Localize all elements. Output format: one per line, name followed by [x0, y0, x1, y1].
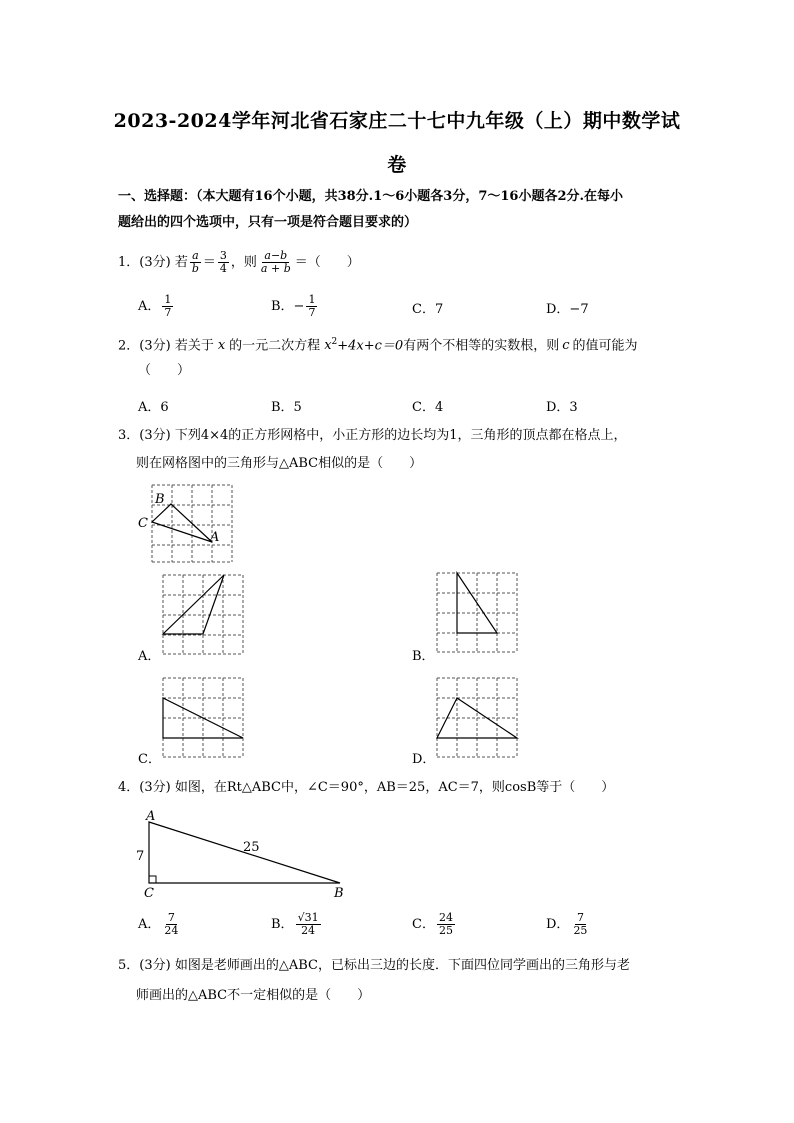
q3-reference-figure [136, 480, 236, 566]
q3-option-b-label: B． [412, 649, 435, 664]
q2-option-c: C．4 [412, 400, 444, 415]
question-3-line1: 3．(3分) 下列4×4的正方形网格中，小正方形的边长均为1，三角形的顶点都在格点上， [118, 428, 627, 443]
question-2: 2．(3分) 若关于 x 的一元二次方程 $x^2+4x+c=0$有两个不相等的实数根，则 c 的值可能为 [118, 337, 638, 354]
q3-option-a-triangle [163, 575, 224, 634]
q3-option-b-figure [434, 570, 520, 656]
q3-label-a: A [210, 530, 220, 545]
q4-option-a: A． $\frac{7}{24}$ [138, 911, 179, 937]
q1-tail: ＝（ ） [294, 255, 360, 270]
question-5-line1: 5．(3分) 如图是老师画出的△ABC，已标出三边的长度．下面四位同学画出的三角形与老 [118, 958, 630, 973]
q3-label-b: B [155, 492, 165, 507]
q1-mid: ，则 [230, 255, 257, 270]
q3-option-c-label: C． [138, 752, 161, 767]
page-title: 2023-2024学年河北省石家庄二十七中九年级（上）期中数学试 [113, 110, 681, 132]
q3-option-c-figure [160, 675, 246, 761]
page-title-cont: 卷 [387, 154, 407, 176]
q1-fraction-3-4: $\frac{3}{4}$ [219, 249, 227, 275]
q1-fraction-expr: $\frac{a-b}{a + b}$ [260, 249, 291, 275]
q4-label-c: C [144, 886, 154, 901]
question-1 [118, 250, 360, 275]
q3-option-a-figure [160, 572, 246, 658]
q4-right-angle-mark [149, 876, 156, 883]
q3-label-c: C [138, 516, 148, 531]
q2-option-b: B．5 [271, 400, 302, 415]
q4-figure [130, 805, 360, 901]
q2-option-a: A．6 [138, 400, 169, 415]
q2-option-d: D．3 [546, 400, 578, 415]
q1-fraction-a-b: $\frac{a}{b}$ [191, 249, 199, 275]
q1-option-d: D．−7 [546, 302, 589, 317]
q4-label-a: A [146, 809, 156, 824]
q4-option-b: B． $\frac{√31}{24}$ [271, 911, 319, 937]
section-header-line2: 题给出的四个选项中，只有一项是符合题目要求的） [118, 215, 418, 230]
question-3-line2: 则在网格图中的三角形与△ABC相似的是（ ） [136, 456, 423, 471]
q3-ref-triangle [152, 504, 212, 542]
q2-blank: （ ） [138, 363, 191, 378]
q1-equals: ＝ [202, 255, 216, 270]
q4-label-b: B [334, 886, 344, 901]
question-5-line2: 师画出的△ABC不一定相似的是（ ） [136, 988, 371, 1003]
q1-option-b: B．− $\frac{1}{7}$ [271, 293, 316, 319]
q1-pre: 若 [174, 255, 188, 270]
q1-option-c: C．7 [412, 302, 444, 317]
q3-option-a-label: A． [138, 649, 161, 664]
q4-option-c: C． $\frac{24}{25}$ [412, 911, 453, 937]
q1-option-a: A． $\frac{1}{7}$ [138, 293, 172, 319]
q3-option-d-label: D． [412, 752, 436, 767]
q3-option-d-figure [434, 675, 520, 761]
q4-label-7: 7 [136, 849, 145, 864]
q1-number: 1．(3分) [118, 255, 171, 270]
q4-option-d: D． $\frac{7}{25}$ [546, 911, 588, 937]
question-4: 4．(3分) 如图，在Rt△ABC中，∠C＝90°，AB＝25，AC＝7，则cosB等于（ ） [118, 780, 615, 795]
section-header [118, 187, 688, 233]
q4-label-25: 25 [243, 840, 260, 855]
section-header-line1: 一、选择题：（本大题有16个小题，共38分.1～6小题各3分，7～16小题各2分.在每小 [118, 189, 624, 204]
